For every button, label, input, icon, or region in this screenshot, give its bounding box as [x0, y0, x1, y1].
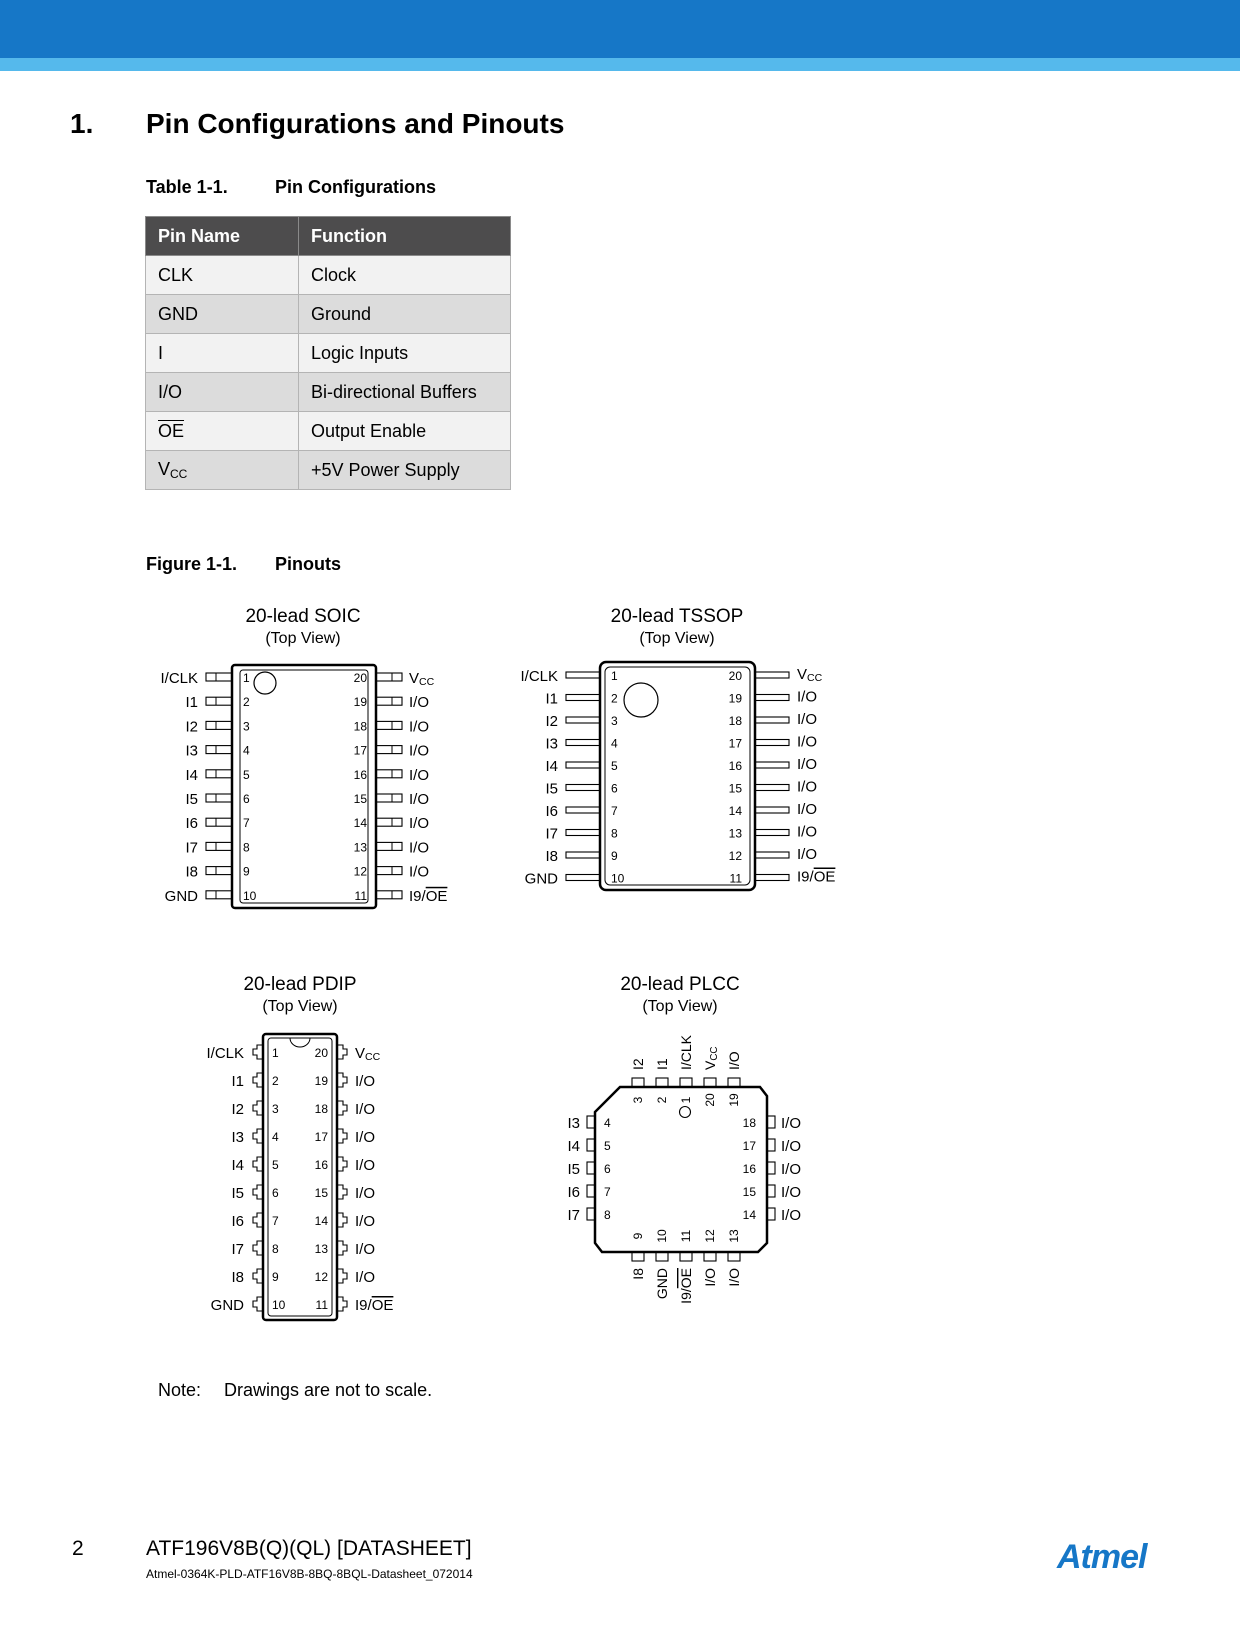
function-cell: Logic Inputs: [299, 334, 511, 373]
pin-name-cell: I: [146, 334, 299, 373]
pin-label: I9/OE: [797, 868, 836, 886]
pin-label: I3: [567, 1115, 580, 1132]
pin-number: 3: [611, 714, 618, 728]
pin-number: 6: [272, 1186, 279, 1200]
pin-label: VCC: [409, 670, 435, 688]
pin-number: 5: [604, 1139, 611, 1153]
pin-label: I/O: [726, 1051, 742, 1070]
pin-number: 9: [631, 1232, 645, 1240]
pin-label: I1: [231, 1073, 244, 1090]
pin-number: 13: [727, 1229, 741, 1243]
pin-label: I/CLK: [520, 668, 558, 685]
pin-number: 9: [243, 864, 250, 879]
pin-label: I3: [231, 1129, 244, 1146]
pin1-indicator: [254, 672, 276, 694]
pin-label: VCC: [797, 666, 823, 684]
pin-number: 4: [604, 1116, 611, 1130]
pin-number: 7: [604, 1185, 611, 1199]
pin-label: I3: [185, 742, 198, 760]
pin-label: GND: [524, 870, 558, 888]
pin-number: 4: [611, 736, 618, 751]
atmel-logo: Atmel: [1057, 1538, 1147, 1576]
pin-number: 19: [353, 695, 367, 710]
section-title: Pin Configurations and Pinouts: [146, 108, 565, 139]
pin-label: I1: [185, 694, 198, 712]
pin-label: I9/OE: [678, 1268, 694, 1304]
pin-label: I/O: [409, 694, 430, 712]
pin-number: 11: [679, 1229, 693, 1243]
pin-label: I/O: [355, 1269, 376, 1286]
note-text: Drawings are not to scale.: [224, 1380, 433, 1400]
note-label: Note:: [158, 1380, 202, 1400]
pin-label: I4: [567, 1138, 580, 1155]
function-cell: +5V Power Supply: [299, 451, 511, 490]
pin-number: 10: [243, 888, 257, 903]
pin-label: I6: [567, 1184, 580, 1201]
soic-package: [160, 606, 447, 908]
pin-number: 17: [314, 1130, 328, 1144]
pin-label: I/O: [781, 1161, 802, 1178]
pin-label: I/O: [797, 711, 818, 728]
pin-number: 17: [728, 736, 742, 751]
pin-label: I2: [630, 1058, 646, 1070]
pin-label: I6: [231, 1213, 244, 1230]
pin-label: VCC: [702, 1046, 720, 1070]
pin-label: I/O: [355, 1073, 376, 1090]
pin-number: 12: [353, 864, 367, 879]
pin-number: 20: [728, 669, 742, 683]
pin-label: I/CLK: [206, 1045, 244, 1062]
section-number: 1.: [70, 108, 94, 139]
package-view: (Top View): [639, 630, 715, 647]
figure-caption-title: Pinouts: [275, 554, 341, 574]
pin-name-overlined: $\overline{OE}$: [158, 420, 185, 441]
pin-label: I1: [654, 1058, 670, 1070]
pin-label: I/O: [409, 718, 430, 736]
pin-number: 6: [243, 792, 250, 806]
pin-label: I2: [231, 1101, 244, 1118]
pin-label: I7: [185, 839, 198, 857]
pin1-indicator: [680, 1107, 691, 1118]
pin-label: I7: [231, 1241, 244, 1258]
pin-label: VCC: [355, 1045, 381, 1063]
pin-label: I8: [545, 848, 558, 865]
pin-number: 10: [272, 1298, 286, 1312]
column-header-function: Function: [299, 217, 511, 256]
pin-label: I6: [545, 803, 558, 820]
pin-number: 8: [243, 840, 250, 855]
pin-label: I4: [185, 766, 198, 784]
footer-doc-title: ATF196V8B(Q)(QL) [DATASHEET]: [146, 1537, 472, 1560]
pin-label: I9/OE: [409, 887, 448, 905]
pin-number: 14: [353, 816, 367, 831]
footer-doc-id: Atmel-0364K-PLD-ATF16V8B-8BQ-8BQL-Datasheet_072014: [146, 1567, 473, 1581]
package-view: (Top View): [262, 998, 338, 1015]
pin-label: I7: [567, 1207, 580, 1224]
pin-number: 13: [728, 826, 742, 841]
pin-number: 7: [272, 1214, 279, 1228]
pin-label: GND: [210, 1297, 244, 1314]
figure-note: [158, 1380, 432, 1401]
table-caption-title: Pin Configurations: [275, 177, 436, 197]
pin-label: I/O: [726, 1268, 742, 1287]
pin-number: 9: [272, 1270, 279, 1284]
pin-number: 12: [703, 1229, 717, 1243]
pin-label: I5: [567, 1161, 580, 1178]
function-cell: Clock: [299, 256, 511, 295]
pin-number: 16: [728, 759, 742, 773]
pin-label: I/O: [409, 791, 430, 808]
pin-label: I/O: [797, 688, 818, 706]
pin-number: 16: [314, 1158, 328, 1172]
pin-number: 5: [611, 759, 618, 773]
pin-number: 18: [742, 1116, 756, 1130]
pin-number: 5: [272, 1158, 279, 1172]
pin-label: I8: [185, 863, 198, 881]
pin-number: 6: [604, 1162, 611, 1176]
pin-label: I/O: [781, 1207, 802, 1224]
pin-number: 10: [611, 871, 625, 886]
pin-number: 15: [742, 1185, 756, 1199]
pin-number: 1: [611, 669, 618, 683]
pin-label: I5: [185, 791, 198, 808]
pin-number: 9: [611, 849, 618, 863]
pin-label: I/O: [409, 815, 430, 833]
pin-label: I/O: [355, 1185, 376, 1202]
package-title: 20-lead PDIP: [243, 974, 357, 995]
pin-label: I3: [545, 735, 558, 753]
pin-label: I/O: [797, 846, 818, 863]
function-cell: Output Enable: [299, 412, 511, 451]
pin-label: GND: [164, 887, 198, 905]
tssop-package: [520, 606, 835, 890]
pin-number: 2: [655, 1096, 669, 1104]
pin-number: 18: [314, 1102, 328, 1116]
pin-number: 20: [314, 1046, 328, 1060]
pin-label: I/O: [797, 756, 818, 773]
package-title: 20-lead PLCC: [620, 974, 740, 995]
pin-number: 16: [742, 1162, 756, 1176]
pin-label: I/O: [781, 1138, 802, 1155]
pin-label: I/O: [409, 766, 430, 784]
pin-number: 20: [353, 671, 367, 685]
pin-label: I4: [545, 758, 558, 775]
pin-number: 5: [243, 767, 250, 782]
pin-label: I5: [231, 1185, 244, 1202]
pin-name-main: V: [158, 459, 171, 479]
pin-number: 11: [729, 871, 742, 886]
pin-label: I/O: [797, 733, 818, 751]
pin-label: I/CLK: [160, 670, 198, 687]
package-view: (Top View): [265, 630, 341, 647]
pin-label: I8: [630, 1268, 646, 1280]
pin-number: 2: [272, 1074, 279, 1088]
pin-number: 14: [314, 1214, 328, 1228]
pin-number: 2: [243, 695, 250, 710]
pin-label: I/O: [355, 1101, 376, 1118]
pin-number: 8: [604, 1208, 611, 1222]
pin-label: I/O: [702, 1268, 718, 1287]
plcc-body: [595, 1087, 767, 1252]
pin-label: I/O: [797, 801, 818, 818]
pin-number: 4: [243, 743, 250, 758]
pin-number: 4: [272, 1130, 279, 1144]
pin-name-cell: GND: [146, 295, 299, 334]
pin-number: 16: [353, 767, 367, 782]
package-title: 20-lead SOIC: [245, 606, 361, 627]
pin-number: 10: [655, 1229, 669, 1243]
pin-label: I9/OE: [355, 1297, 394, 1314]
pin1-indicator: [624, 683, 658, 717]
pin-label: I/O: [409, 863, 430, 881]
pin-label: I/O: [409, 839, 430, 857]
pin-number: 12: [728, 849, 742, 863]
pin-number: 12: [314, 1270, 328, 1284]
table-caption-label: Table 1-1.: [146, 177, 228, 197]
pdip-package: [206, 974, 393, 1320]
pin-number: 1: [243, 671, 250, 685]
column-header-pin-name: Pin Name: [146, 217, 299, 256]
pin-label: I/O: [355, 1157, 376, 1174]
function-cell: Ground: [299, 295, 511, 334]
page-number: 2: [72, 1537, 84, 1560]
pin-number: 11: [315, 1298, 328, 1312]
pin-number: 17: [353, 743, 367, 758]
pin-number: 2: [611, 691, 618, 706]
pin-number: 19: [728, 691, 742, 706]
pin-label: I/CLK: [678, 1034, 694, 1070]
pin-number: 7: [243, 816, 250, 831]
notch-indicator: [290, 1038, 310, 1047]
plcc-package: [567, 974, 801, 1304]
pin-name-cell: CLK: [146, 256, 299, 295]
pin-number: 18: [353, 719, 367, 734]
pin-number: 19: [727, 1093, 741, 1107]
function-cell: Bi-directional Buffers: [299, 373, 511, 412]
pin-label: I4: [231, 1157, 244, 1174]
pin-number: 15: [728, 781, 742, 796]
pin-label: I2: [185, 718, 198, 736]
pin-number: 18: [728, 714, 742, 728]
pin-number: 3: [243, 719, 250, 734]
package-title: 20-lead TSSOP: [610, 606, 744, 627]
pin-label: I/O: [409, 742, 430, 760]
pin-number: 8: [272, 1242, 279, 1256]
pin-label: I/O: [781, 1184, 802, 1201]
pin-label: I7: [545, 825, 558, 843]
pin-number: 1: [679, 1096, 693, 1104]
pin-number: 1: [272, 1046, 279, 1060]
pin-number: 14: [742, 1208, 756, 1222]
pin-number: 6: [611, 781, 618, 796]
figure-caption-label: Figure 1-1.: [146, 554, 238, 574]
pin-number: 13: [353, 840, 367, 855]
pin-label: I6: [185, 815, 198, 833]
pin-number: 20: [703, 1093, 717, 1107]
pin-number: 13: [314, 1242, 328, 1256]
pin-label: I5: [545, 780, 558, 798]
pin-number: 3: [631, 1096, 645, 1104]
pin-label: I/O: [797, 823, 818, 841]
package-view: (Top View): [642, 998, 718, 1015]
pin-number: 7: [611, 804, 618, 818]
pin-number: 19: [314, 1074, 328, 1088]
pin-number: 11: [354, 888, 367, 903]
pin-label: I/O: [355, 1213, 376, 1230]
pin-name-cell: I/O: [146, 373, 299, 412]
pin-label: I2: [545, 713, 558, 730]
pin-label: I/O: [355, 1241, 376, 1258]
pin-number: 15: [314, 1186, 328, 1200]
pin-label: GND: [654, 1268, 670, 1300]
pin-number: 3: [272, 1102, 279, 1116]
pin-number: 17: [742, 1139, 756, 1153]
pin-label: I/O: [781, 1115, 802, 1132]
pin-label: I/O: [355, 1129, 376, 1146]
pin-number: 15: [353, 792, 367, 806]
pin-number: 8: [611, 826, 618, 841]
pin-name-subscript: CC: [170, 467, 188, 481]
pin-label: I1: [545, 690, 558, 708]
pin-label: I/O: [797, 778, 818, 796]
pin-number: 14: [728, 804, 742, 818]
pin-label: I8: [231, 1269, 244, 1286]
